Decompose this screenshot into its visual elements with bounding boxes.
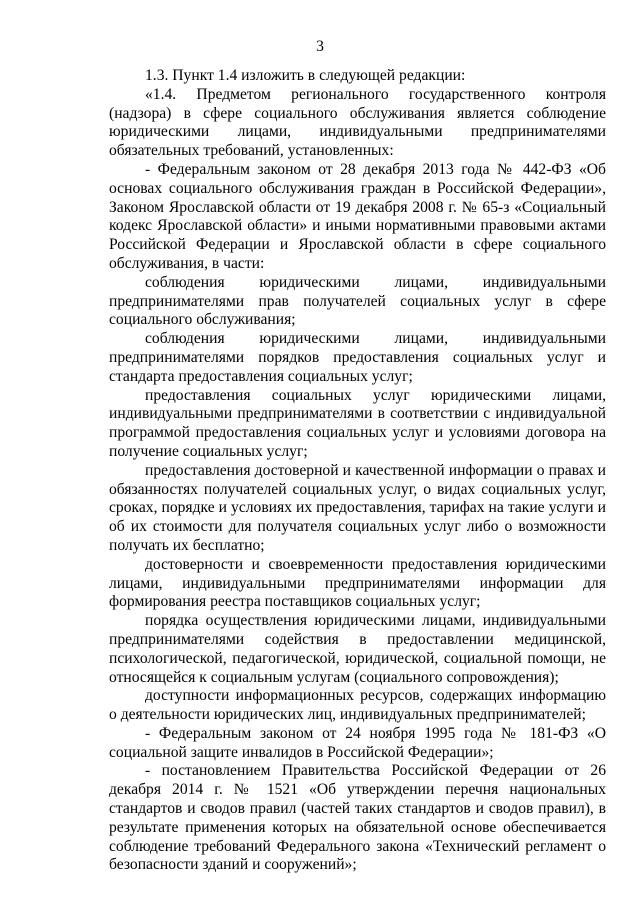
paragraph: достоверности и своевременности предоставления юридическими лицами, индивидуальными предпринимателями информации для формирования реестра поставщиков социальных услуг; [109, 555, 606, 611]
paragraph: «1.4. Предметом регионального государственного контроля (надзора) в сфере социального обслуживания является соблюдение юридическими лицами, индивидуальными предпринимателями обязательных требований, установленных: [109, 85, 606, 160]
document-body [109, 67, 606, 875]
paragraph: - Федеральным законом от 28 декабря 2013 года № 442-ФЗ «Об основах социального обслуживания граждан в Российской Федерации», Законом Ярославской области от 19 декабря 2008 г. № 65-з «Социальный кодекс Ярославской области» и иными нормативными правовыми актами Российской Федерации и Ярославской области в сфере социального обслуживания, в части: [109, 160, 606, 272]
paragraph: 1.3. Пункт 1.4 изложить в следующей редакции: [145, 67, 466, 84]
paragraph: - Федеральным законом от 24 ноября 1995 года № 181-ФЗ «О социальной защите инвалидов в Российской Федерации»; [109, 724, 606, 761]
page-number: 3 [316, 38, 324, 55]
paragraph: - постановлением Правительства Российской Федерации от 26 декабря 2014 г. № 1521 «Об утверждении перечня национальных стандартов и сводов правил (частей таких стандартов и сводов правил), в результате применения которых на обязательной основе обеспечивается соблюдение требований Федерального закона «Технический регламент о безопасности зданий и сооружений»; [109, 762, 606, 874]
paragraph: предоставления социальных услуг юридическими лицами, индивидуальными предпринимателями в соответствии с индивидуальной программой предоставления социальных услуг и условиями договора на получение социальных услуг; [109, 386, 606, 460]
paragraph: соблюдения юридическими лицами, индивидуальными предпринимателями прав получателей социальных услуг в сфере социального обслуживания; [109, 273, 606, 329]
paragraph: порядка осуществления юридическими лицами, индивидуальными предпринимателями содействия в предоставлении медицинской, психологической, педагогической, юридической, социальной помощи, не относящейся к социальным услугам (социального сопровождения); [109, 612, 606, 686]
paragraph: предоставления достоверной и качественной информации о правах и обязанностях получателей социальных услуг, о видах социальных услуг, сроках, порядке и условиях их предоставления, тарифах на такие услуги и об их стоимости для получателя социальных услуг либо о возможности получать их бесплатно; [109, 461, 606, 554]
paragraph: доступности информационных ресурсов, содержащих информацию о деятельности юридических лиц, индивидуальных предпринимателей; [109, 687, 606, 724]
paragraph: соблюдения юридическими лицами, индивидуальными предпринимателями порядков предоставления социальных услуг и стандарта предоставления социальных услуг; [109, 330, 606, 385]
